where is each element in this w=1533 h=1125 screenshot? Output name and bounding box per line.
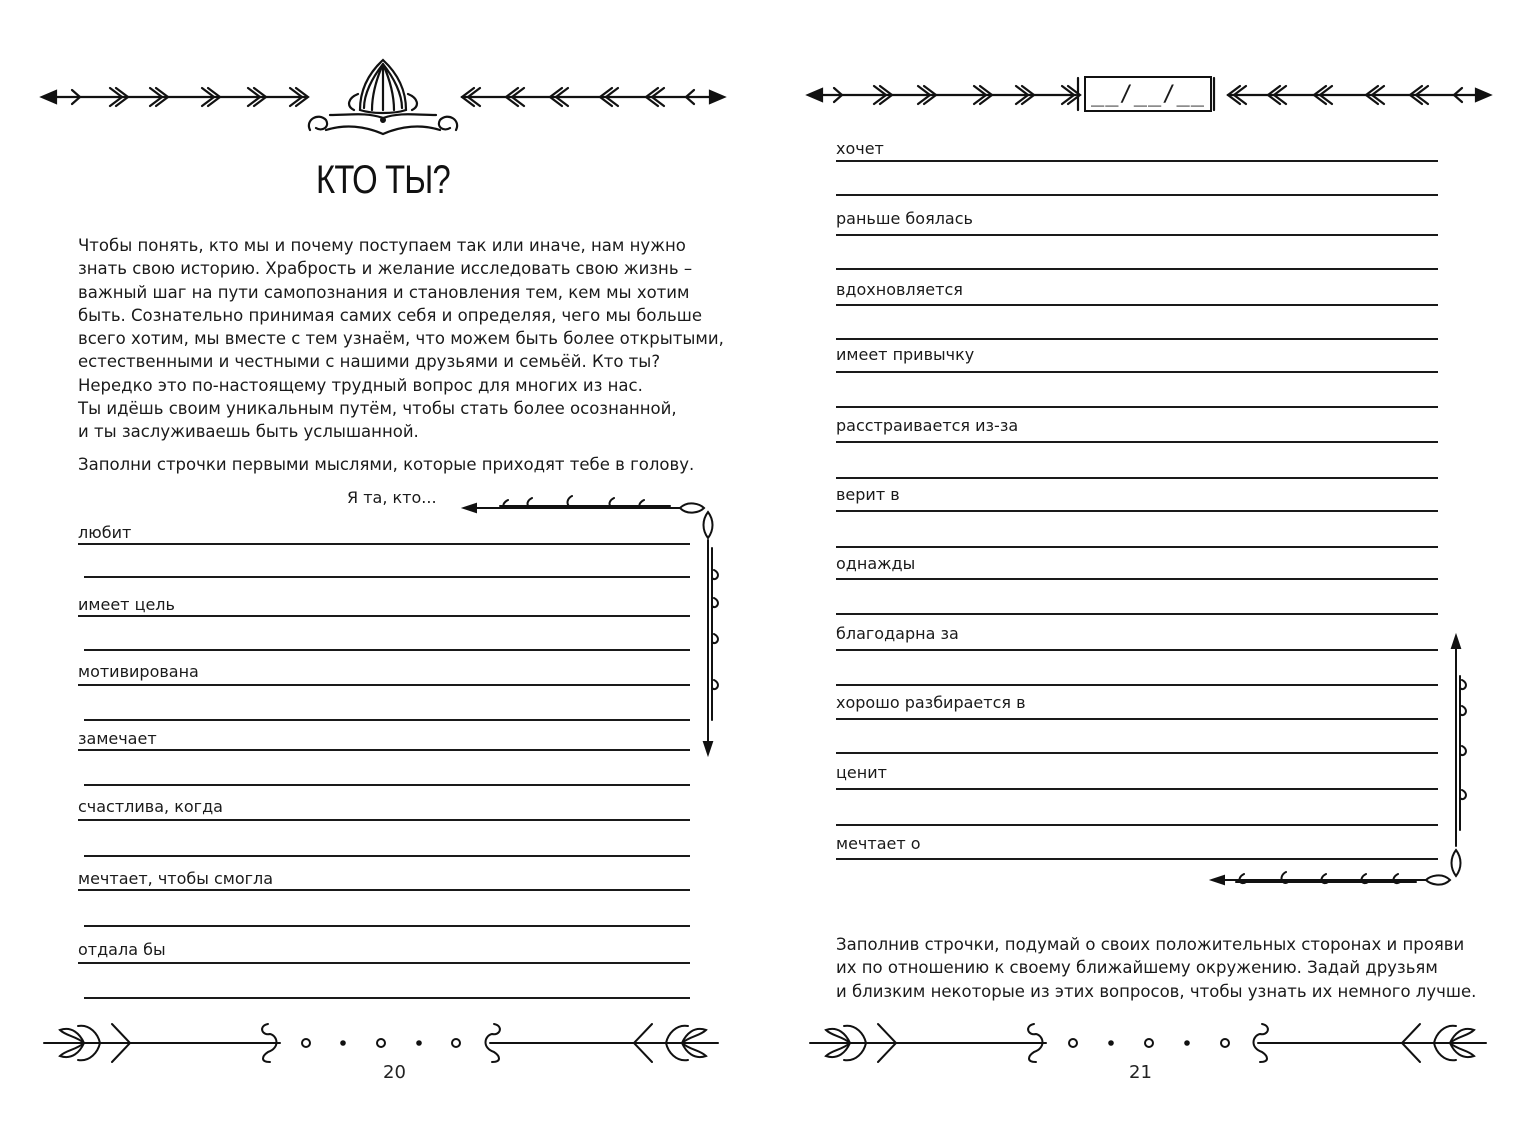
answer-line[interactable] [78, 684, 690, 686]
answer-line[interactable] [836, 649, 1438, 651]
answer-line[interactable] [836, 718, 1438, 720]
answer-line[interactable] [84, 576, 690, 578]
prompt-label: верит в [836, 485, 900, 504]
answer-line[interactable] [836, 234, 1438, 236]
answer-line[interactable] [836, 546, 1438, 548]
intro-line: Нередко это по-настоящему трудный вопрос для многих из нас. [78, 375, 643, 395]
prompt-label: расстраивается из-за [836, 416, 1019, 435]
answer-line[interactable] [836, 824, 1438, 826]
outro-line: и близким некоторые из этих вопросов, чтобы узнать их немного лучше. [836, 981, 1477, 1001]
answer-line[interactable] [836, 788, 1438, 790]
answer-line[interactable] [836, 858, 1438, 860]
prompt-label: мечтает, чтобы смогла [78, 869, 274, 888]
intro-line: быть. Сознательно принимая самих себя и определяя, чего мы больше [78, 305, 702, 325]
outro-paragraph [836, 933, 1516, 1003]
prompt-label: хорошо разбирается в [836, 693, 1026, 712]
prompt-label: ценит [836, 763, 887, 782]
prompt-label: мотивирована [78, 662, 199, 681]
answer-line[interactable] [836, 510, 1438, 512]
prompt-label: однажды [836, 554, 916, 573]
intro-line: всего хотим, мы вместе с тем узнаём, что можем быть более открытыми, [78, 329, 724, 349]
page-title: КТО ТЫ? [316, 158, 450, 202]
outro-line: Заполнив строчки, подумай о своих положительных сторонах и прояви [836, 935, 1465, 954]
prompt-label: раньше боялась [836, 209, 973, 228]
answer-line[interactable] [78, 749, 690, 751]
answer-line[interactable] [78, 543, 690, 545]
prompt-label: вдохновляется [836, 280, 963, 299]
answer-line[interactable] [78, 819, 690, 821]
answer-line[interactable] [84, 649, 690, 651]
prompt-label: счастлива, когда [78, 797, 223, 816]
intro-line: естественными и честными с нашими друзьями и семьёй. Кто ты? [78, 352, 661, 372]
prompt-label: имеет цель [78, 595, 175, 614]
answer-line[interactable] [84, 784, 690, 786]
answer-line[interactable] [84, 719, 690, 721]
answer-line[interactable] [836, 477, 1438, 479]
answer-line[interactable] [84, 997, 690, 999]
right-page [766, 0, 1533, 1125]
intro-line: и ты заслуживаешь быть услышанной. [78, 422, 419, 442]
outro-line: их по отношению к своему ближайшему окружению. Задай друзьям [836, 958, 1438, 978]
prompt-label: отдала бы [78, 940, 166, 959]
intro-line: важный шаг на пути самопознания и становления тем, кем мы хотим [78, 282, 690, 302]
answer-line[interactable] [78, 962, 690, 964]
answer-line[interactable] [84, 855, 690, 857]
intro-line: знать свою историю. Храбрость и желание исследовать свою жизнь – [78, 259, 693, 279]
page-number: 21 [1129, 1062, 1152, 1083]
prompt-label: хочет [836, 139, 884, 158]
prompt-label: благодарна за [836, 624, 959, 643]
answer-line[interactable] [836, 684, 1438, 686]
answer-line[interactable] [836, 371, 1438, 373]
left-page [0, 0, 766, 1125]
page-number: 20 [383, 1062, 406, 1083]
prompt-heading: Я та, кто... [347, 488, 437, 507]
prompt-label: любит [78, 523, 132, 542]
answer-line[interactable] [836, 578, 1438, 580]
answer-line[interactable] [836, 160, 1438, 162]
answer-line[interactable] [836, 752, 1438, 754]
answer-line[interactable] [836, 304, 1438, 306]
prompt-label: замечает [78, 729, 157, 748]
answer-line[interactable] [836, 406, 1438, 408]
answer-line[interactable] [836, 268, 1438, 270]
prompt-label: имеет привычку [836, 345, 975, 364]
intro-line: Чтобы понять, кто мы и почему поступаем так или иначе, нам нужно [78, 236, 686, 255]
intro-line: Ты идёшь своим уникальным путём, чтобы стать более осознанной, [78, 399, 677, 419]
answer-line[interactable] [84, 925, 690, 927]
answer-line[interactable] [836, 194, 1438, 196]
answer-line[interactable] [78, 889, 690, 891]
answer-line[interactable] [836, 613, 1438, 615]
instruction-text: Заполни строчки первыми мыслями, которые приходят тебе в голову. [78, 455, 695, 474]
answer-line[interactable] [836, 441, 1438, 443]
answer-line[interactable] [836, 338, 1438, 340]
prompt-label: мечтает о [836, 834, 921, 853]
answer-line[interactable] [78, 615, 690, 617]
date-field[interactable]: __/__/__ [1084, 76, 1212, 112]
